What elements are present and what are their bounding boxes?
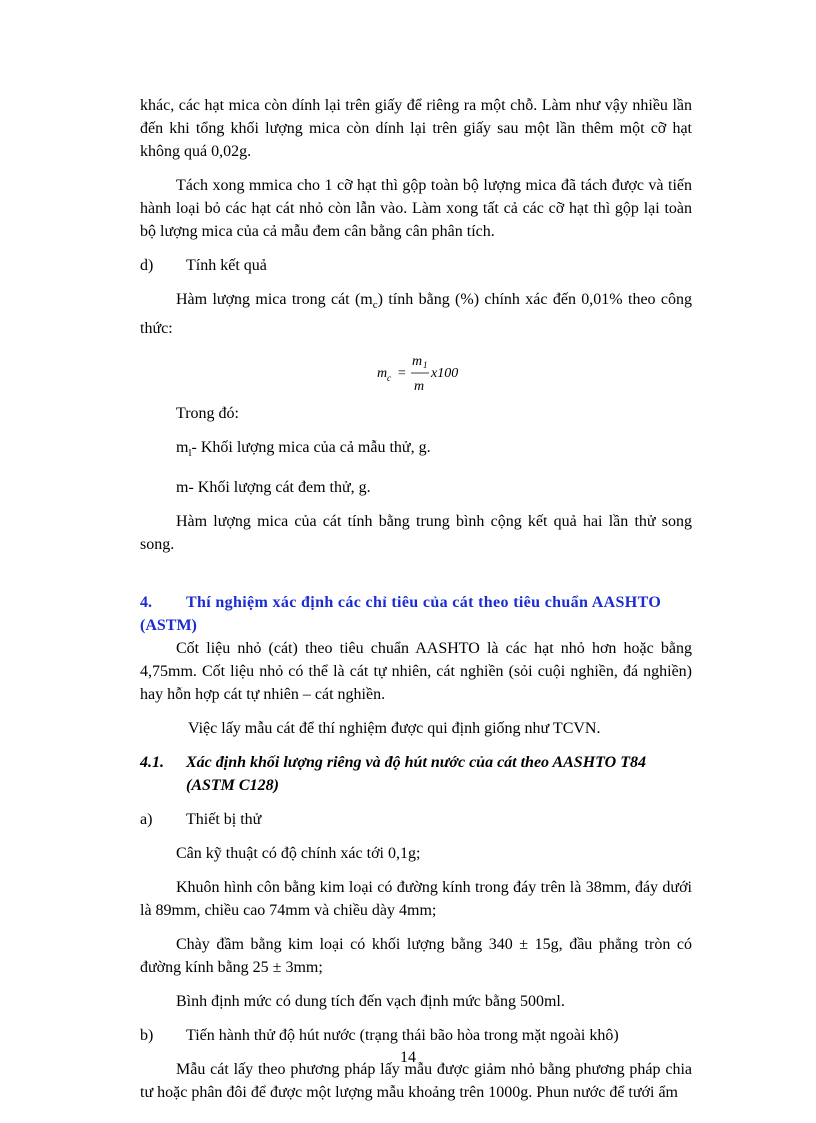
- formula: [140, 348, 692, 402]
- paragraph: khác, các hạt mica còn dính lại trên giấy để riêng ra một chỗ. Làm như vậy nhiều lần đến khi tổng khối lượng mica còn dính lại trên giấy sau một lần thêm một cỡ hạt không quá 0,02g.: [140, 97, 692, 160]
- formula-lhs: m: [377, 366, 388, 382]
- subscript: c: [372, 299, 378, 312]
- section-title-cont: (ASTM): [140, 617, 197, 635]
- formula-graphic: [375, 348, 485, 400]
- section-title: Thí nghiệm xác định các chỉ tiêu của cát theo tiêu chuẩn AASHTO: [186, 594, 662, 612]
- list-item-d: [140, 254, 692, 277]
- text-fragment: - Khối lượng mica của cả mẫu thử, g.: [191, 439, 431, 457]
- subsection-title-cont: (ASTM C128): [186, 777, 279, 795]
- item-text: Thiết bị thử: [186, 811, 262, 829]
- page-content: [140, 94, 692, 1104]
- paragraph: Cốt liệu nhỏ (cát) theo tiêu chuẩn AASHTO là các hạt nhỏ hơn hoặc bằng 4,75mm. Cốt liệu nhỏ có thể là cát tự nhiên, cát nghiền (sỏi cuội nghiền, đá nghiền) hay hỗn hợp cát tự nhiên – cát nghiền.: [140, 640, 692, 704]
- paragraph: m- Khối lượng cát đem thử, g.: [176, 479, 371, 497]
- paragraph: [140, 288, 692, 340]
- paragraph: Cân kỹ thuật có độ chính xác tới 0,1g;: [176, 845, 421, 863]
- formula-numerator-sub: 1: [423, 360, 428, 371]
- item-text: Tính kết quả: [186, 257, 267, 274]
- subsection-number: 4.1.: [140, 754, 164, 772]
- paragraph: Bình định mức có dung tích đến vạch định mức bằng 500ml.: [176, 993, 565, 1011]
- section-number: 4.: [140, 594, 152, 612]
- formula-denominator: m: [414, 379, 425, 395]
- item-label: d): [140, 257, 154, 274]
- paragraph: [140, 436, 692, 465]
- text-fragment: ) tính bằng (%) chính xác đến 0,01% theo công thức:: [140, 291, 693, 338]
- paragraph: Tách xong mmica cho 1 cỡ hạt thì gộp toàn bộ lượng mica đã tách được và tiến hành loại bỏ các hạt cát nhỏ còn lẫn vào. Làm xong tất cả các cỡ hạt thì gộp lại toàn bộ lượng mica của cả mẫu đem cân bằng cân phân tích.: [140, 177, 692, 240]
- text-fragment: m: [176, 439, 189, 457]
- item-label: b): [140, 1027, 154, 1045]
- list-item-b: [140, 1024, 692, 1047]
- text-fragment: Hàm lượng mica trong cát (m: [176, 291, 373, 308]
- formula-numerator: m: [412, 354, 423, 370]
- formula-tail: x100: [431, 366, 459, 382]
- paragraph: Hàm lượng mica của cát tính bằng trung bình cộng kết quả hai lần thử song song.: [140, 513, 692, 554]
- item-text: Tiến hành thử độ hút nước (trạng thái bão hòa trong mặt ngoài khô): [186, 1027, 619, 1045]
- subsection-title: Xác định khối lượng riêng và độ hút nước của cát theo AASHTO T84: [186, 754, 646, 772]
- section-heading: [140, 591, 692, 637]
- formula-equals: =: [397, 366, 407, 382]
- paragraph: Mẫu cát lấy theo phương pháp lấy mẫu được giảm nhỏ bằng phương pháp chia tư hoặc phân đôi để được một lượng mẫu khoảng trên 1000g. Phun nước để tưới ẩm: [140, 1061, 692, 1102]
- paragraph: Trong đó:: [176, 405, 239, 423]
- subsection-heading: [140, 751, 692, 797]
- paragraph: Việc lấy mẫu cát để thí nghiệm được qui định giống như TCVN.: [188, 720, 601, 738]
- paragraph: Chày đầm bằng kim loại có khối lượng bằng 340 ± 15g, đầu phẳng tròn có đường kính bằng 25 ± 3mm;: [140, 936, 692, 977]
- formula-lhs-sub: c: [387, 373, 391, 384]
- paragraph: Khuôn hình côn bằng kim loại có đường kính trong đáy trên là 38mm, đáy dưới là 89mm, chiều cao 74mm và chiều dày 4mm;: [140, 879, 692, 920]
- subscript: l: [188, 447, 192, 460]
- list-item-a: [140, 808, 692, 831]
- page-number: 14: [400, 1049, 416, 1066]
- item-label: a): [140, 811, 153, 829]
